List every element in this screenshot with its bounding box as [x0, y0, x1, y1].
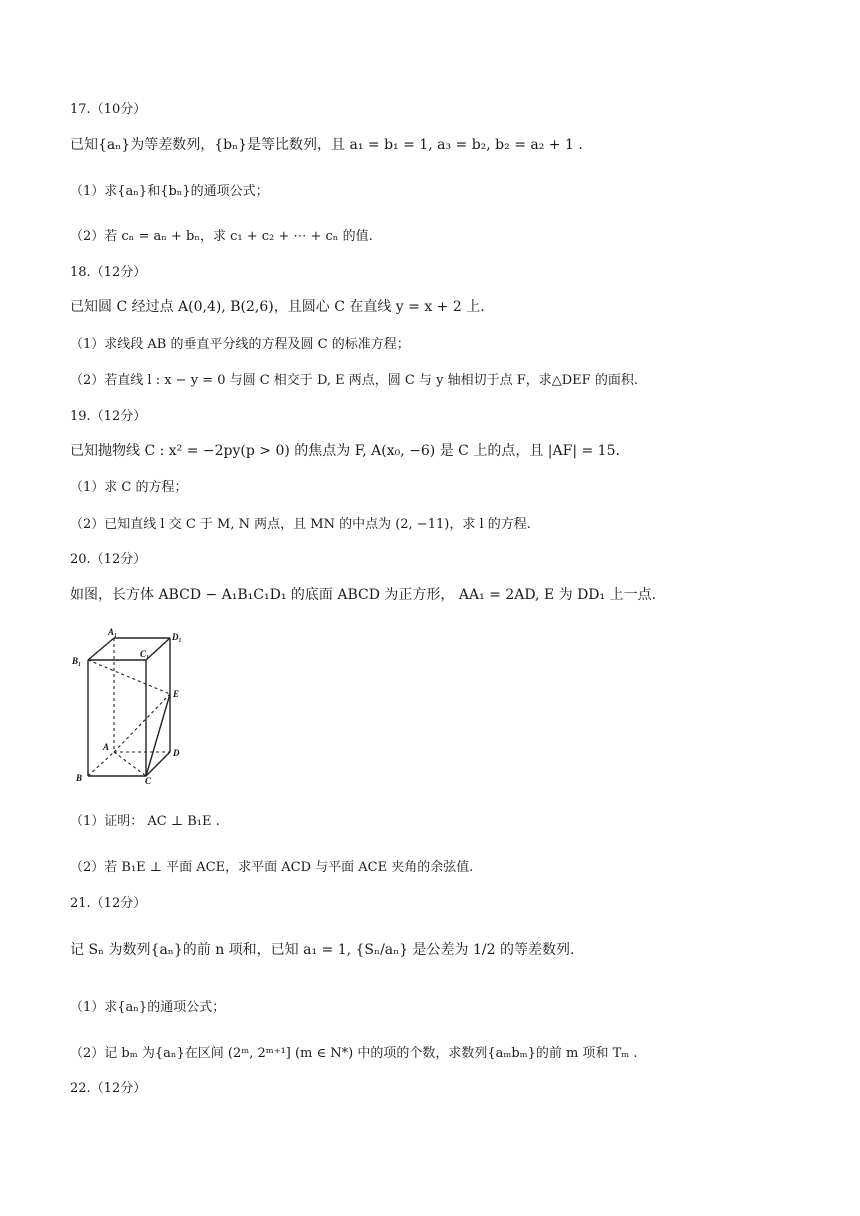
label-e: E	[173, 689, 180, 699]
q20-stem: 如图，长方体 ABCD − A₁B₁C₁D₁ 的底面 ABCD 为正方形， AA₁ = 2AD, E 为 DD₁ 上一点.	[70, 587, 657, 603]
label-c1: C₁	[140, 649, 150, 659]
hidden-edge-b-a	[88, 752, 114, 776]
q17-part2: （2）若 cₙ = aₙ + bₙ，求 c₁ + c₂ + ⋯ + cₙ 的值.	[70, 229, 373, 244]
hidden-segment-b1-e	[88, 660, 170, 694]
q21-stem: 记 Sₙ 为数列{aₙ}的前 n 项和，已知 a₁ = 1, {Sₙ/aₙ} 是公差为 1/2 的等差数列.	[70, 942, 575, 958]
q17-stem: 已知{aₙ}为等差数列，{bₙ}是等比数列，且 a₁ = b₁ = 1, a₃ = b₂, b₂ = a₂ + 1 .	[70, 137, 583, 153]
q21-part1: （1）求{aₙ}的通项公式；	[70, 1000, 226, 1015]
label-a: A	[103, 742, 110, 752]
cuboid-figure	[70, 626, 190, 784]
q21-part2: （2）记 bₘ 为{aₙ}在区间 (2ᵐ, 2ᵐ⁺¹] (m ∈ N*) 中的项的个数，求数列{aₘbₘ}的前 m 项和 Tₘ .	[70, 1046, 638, 1061]
edge-d1-c1	[146, 638, 170, 660]
q21-heading: 21.（12分）	[70, 896, 147, 911]
q18-heading: 18.（12分）	[70, 265, 147, 280]
q18-stem: 已知圆 C 经过点 A(0,4), B(2,6)，且圆心 C 在直线 y = x + 2 上.	[70, 299, 485, 315]
edge-b1-a1	[88, 638, 114, 660]
q17-part1: （1）求{aₙ}和{bₙ}的通项公式；	[70, 184, 269, 199]
label-b: B	[76, 773, 83, 783]
q18-part1: （1）求线段 AB 的垂直平分线的方程及圆 C 的标准方程；	[70, 337, 410, 352]
label-d: D	[173, 748, 180, 758]
q19-part2: （2）已知直线 l 交 C 于 M, N 两点，且 MN 的中点为 (2, −11)，求 l 的方程.	[70, 517, 531, 532]
q20-heading: 20.（12分）	[70, 552, 147, 567]
label-b1: B₁	[72, 656, 82, 666]
label-a1: A₁	[108, 627, 118, 637]
q20-part1: （1）证明： AC ⊥ B₁E .	[70, 814, 220, 829]
q18-part2: （2）若直线 l : x − y = 0 与圆 C 相交于 D, E 两点，圆 C 与 y 轴相切于点 F，求△DEF 的面积.	[70, 373, 638, 388]
label-c: C	[145, 776, 152, 784]
q19-heading: 19.（12分）	[70, 409, 147, 424]
q22-heading: 22.（12分）	[70, 1081, 147, 1096]
hidden-segment-a-c	[114, 752, 146, 776]
q19-part1: （1）求 C 的方程；	[70, 480, 188, 495]
q17-heading: 17.（10分）	[70, 102, 147, 117]
label-d1: D₁	[172, 632, 182, 642]
q20-part2: （2）若 B₁E ⊥ 平面 ACE，求平面 ACD 与平面 ACE 夹角的余弦值.	[70, 860, 474, 875]
q19-stem: 已知抛物线 C : x² = −2py(p > 0) 的焦点为 F, A(x₀, −6) 是 C 上的点，且 |AF| = 15.	[70, 443, 620, 459]
